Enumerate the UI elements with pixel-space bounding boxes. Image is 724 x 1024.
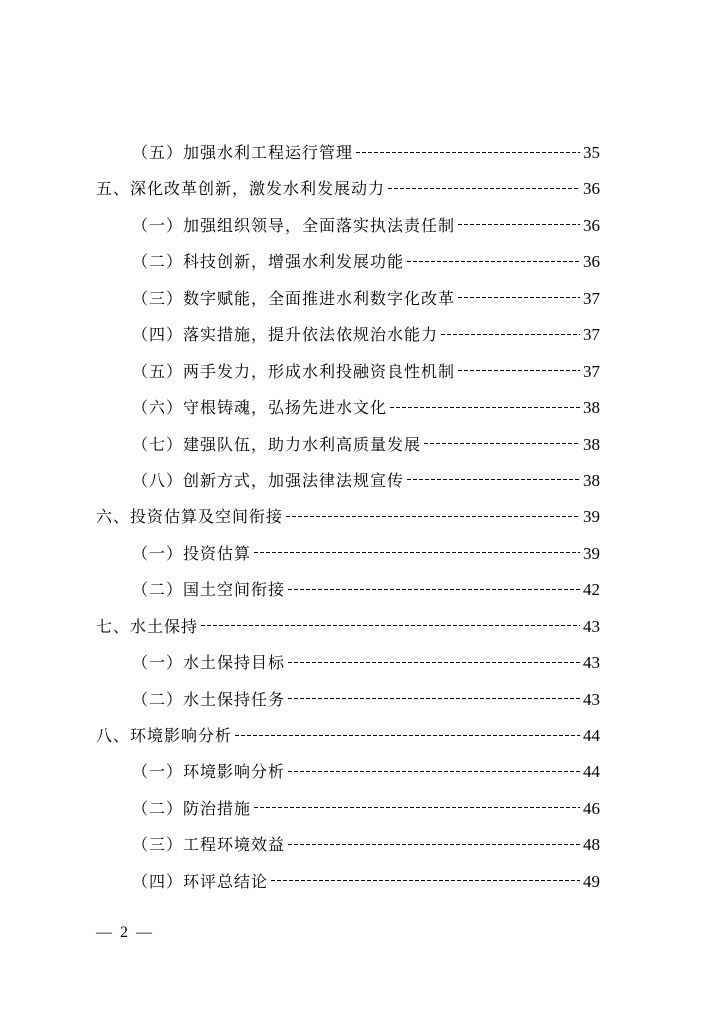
- toc-entry-label: （一）投资估算: [132, 543, 252, 563]
- toc-dot-leader: [407, 479, 580, 481]
- toc-dot-leader: [458, 370, 580, 372]
- toc-entry-page-number: 38: [583, 434, 600, 454]
- toc-entry-label: （一）水土保持目标: [132, 653, 286, 673]
- toc-entry[interactable]: [96, 796, 600, 832]
- toc-dot-leader: [441, 333, 580, 335]
- toc-dot-leader: [288, 588, 580, 590]
- toc-entry[interactable]: [96, 650, 600, 686]
- toc-entry[interactable]: [96, 577, 600, 613]
- toc-entry-page-number: 37: [583, 361, 600, 381]
- toc-entry[interactable]: [96, 140, 600, 176]
- toc-entry-page-number: 37: [583, 325, 600, 345]
- toc-entry-label: （五）加强水利工程运行管理: [132, 143, 354, 162]
- page-footer-number: — 2 —: [96, 924, 154, 941]
- toc-entry-label: （二）科技创新，增强水利发展功能: [132, 252, 405, 272]
- toc-entry[interactable]: [96, 614, 600, 650]
- toc-entry[interactable]: [96, 468, 600, 504]
- toc-entry[interactable]: [96, 869, 600, 905]
- toc-entry[interactable]: [96, 176, 600, 212]
- toc-entry-page-number: 43: [583, 616, 600, 636]
- toc-entry-label: （六）守根铸魂，弘扬先进水文化: [132, 398, 388, 418]
- toc-entry-page-number: 44: [583, 726, 600, 745]
- toc-entry-page-number: 49: [583, 871, 600, 891]
- toc-entry-label: 八、环境影响分析: [96, 726, 233, 745]
- toc-entry[interactable]: [96, 723, 600, 759]
- toc-entry[interactable]: [96, 213, 600, 249]
- toc-dot-leader: [424, 443, 580, 445]
- toc-dot-leader: [235, 734, 580, 736]
- toc-entry-page-number: 35: [583, 143, 600, 162]
- toc-entry[interactable]: [96, 359, 600, 395]
- toc-dot-leader: [286, 515, 580, 517]
- toc-entry-page-number: 36: [583, 215, 600, 235]
- toc-entry-label: （二）水土保持任务: [132, 689, 286, 709]
- toc-entry-label: 七、水土保持: [96, 616, 199, 636]
- toc-dot-leader: [271, 880, 580, 882]
- toc-entry-page-number: 38: [583, 470, 600, 490]
- toc-entry-label: （三）数字赋能，全面推进水利数字化改革: [132, 288, 456, 308]
- toc-dot-leader: [254, 552, 580, 554]
- toc-entry-label: （五）两手发力，形成水利投融资良性机制: [132, 361, 456, 381]
- toc-entry-page-number: 36: [583, 252, 600, 272]
- toc-entry-page-number: 39: [583, 543, 600, 563]
- toc-entry-label: （四）环评总结论: [132, 871, 269, 891]
- table-of-contents: [96, 140, 600, 905]
- toc-entry-page-number: 42: [583, 580, 600, 600]
- toc-dot-leader: [288, 698, 580, 700]
- toc-entry-label: （三）工程环境效益: [132, 835, 286, 855]
- toc-entry-label: （二）防治措施: [132, 798, 252, 818]
- toc-entry-page-number: 39: [583, 507, 600, 527]
- toc-entry-page-number: 38: [583, 398, 600, 418]
- toc-entry[interactable]: [96, 541, 600, 577]
- toc-entry-page-number: 37: [583, 288, 600, 308]
- toc-dot-leader: [254, 807, 580, 809]
- toc-entry[interactable]: [96, 504, 600, 540]
- toc-entry-page-number: 36: [583, 179, 600, 199]
- toc-entry-label: （一）加强组织领导，全面落实执法责任制: [132, 215, 456, 235]
- toc-dot-leader: [390, 406, 580, 408]
- toc-entry[interactable]: [96, 322, 600, 358]
- toc-entry[interactable]: [96, 759, 600, 795]
- toc-dot-leader: [356, 151, 580, 153]
- toc-entry-page-number: 48: [583, 835, 600, 855]
- toc-entry[interactable]: [96, 432, 600, 468]
- toc-entry-label: （一）环境影响分析: [132, 762, 286, 782]
- toc-entry-label: 六、投资估算及空间衔接: [96, 507, 284, 527]
- toc-dot-leader: [388, 187, 580, 189]
- toc-entry[interactable]: [96, 286, 600, 322]
- toc-dot-leader: [288, 770, 580, 772]
- toc-entry-page-number: 43: [583, 653, 600, 673]
- toc-dot-leader: [407, 260, 580, 262]
- toc-entry[interactable]: [96, 249, 600, 285]
- toc-entry[interactable]: [96, 687, 600, 723]
- toc-entry-page-number: 46: [583, 798, 600, 818]
- toc-entry-label: （八）创新方式，加强法律法规宣传: [132, 470, 405, 490]
- toc-dot-leader: [201, 625, 580, 627]
- toc-entry-label: 五、深化改革创新，激发水利发展动力: [96, 179, 386, 199]
- toc-entry-page-number: 43: [583, 689, 600, 709]
- toc-dot-leader: [458, 224, 580, 226]
- toc-entry-label: （七）建强队伍，助力水利高质量发展: [132, 434, 422, 454]
- toc-entry[interactable]: [96, 832, 600, 868]
- toc-entry[interactable]: [96, 395, 600, 431]
- toc-dot-leader: [288, 661, 580, 663]
- toc-dot-leader: [458, 297, 580, 299]
- toc-entry-label: （四）落实措施，提升依法依规治水能力: [132, 325, 439, 345]
- toc-dot-leader: [288, 843, 580, 845]
- toc-entry-page-number: 44: [583, 762, 600, 782]
- toc-entry-label: （二）国土空间衔接: [132, 580, 286, 600]
